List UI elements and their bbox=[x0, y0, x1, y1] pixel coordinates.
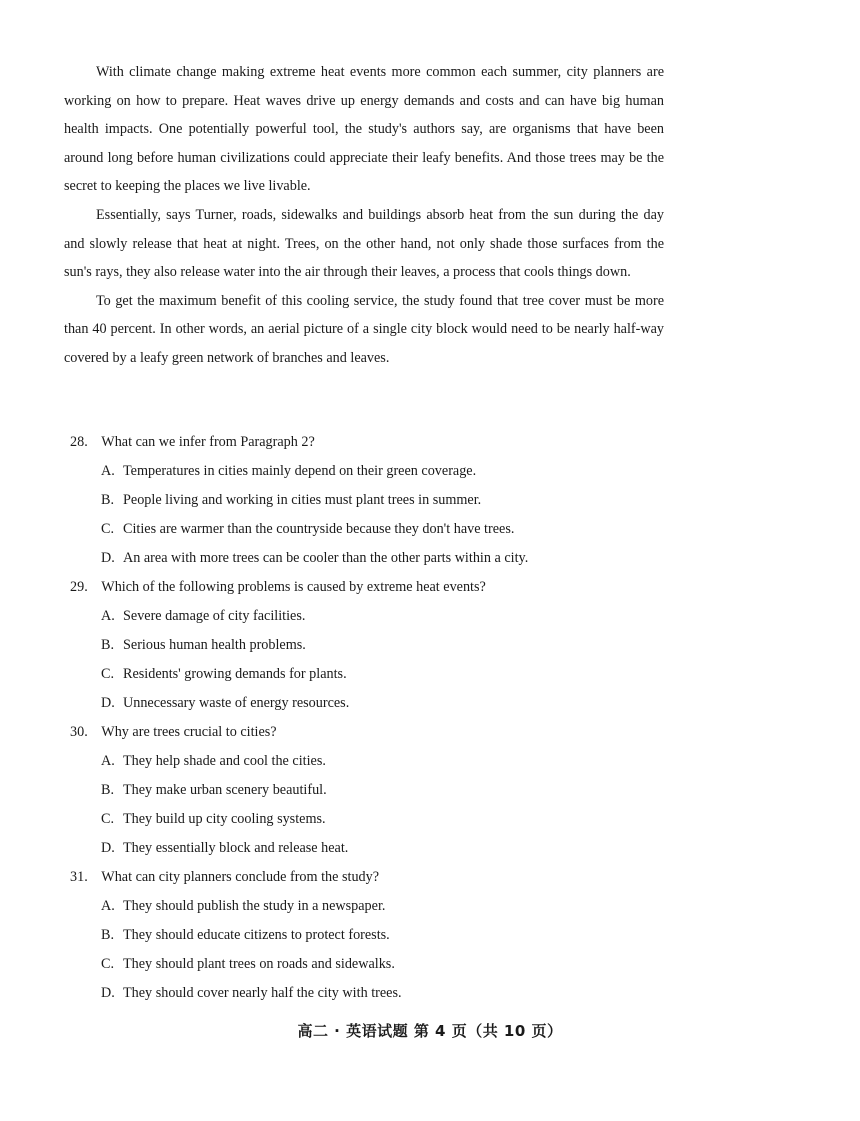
option-letter: D. bbox=[101, 550, 115, 566]
option-letter: A. bbox=[101, 608, 115, 624]
option-letter: B. bbox=[101, 782, 115, 798]
option-letter: D. bbox=[101, 840, 115, 856]
question-list bbox=[70, 428, 630, 1008]
question-28 bbox=[70, 428, 630, 573]
option-d bbox=[70, 544, 630, 573]
option-letter: A. bbox=[101, 463, 115, 479]
option-text: Cities are warmer than the countryside because they don't have trees. bbox=[123, 521, 515, 537]
option-letter: B. bbox=[101, 492, 115, 508]
option-text: Severe damage of city facilities. bbox=[123, 608, 306, 624]
option-letter: C. bbox=[101, 811, 115, 827]
option-letter: A. bbox=[101, 898, 115, 914]
option-text: An area with more trees can be cooler than the other parts within a city. bbox=[123, 550, 529, 566]
page-footer: 高二 · 英语试题 第 4 页（共 10 页） bbox=[297, 1022, 563, 1040]
question-stem bbox=[70, 863, 630, 892]
option-letter: A. bbox=[101, 753, 115, 769]
option-a bbox=[70, 457, 630, 486]
option-text: Unnecessary waste of energy resources. bbox=[123, 695, 350, 711]
option-c bbox=[70, 950, 630, 979]
passage-paragraph-2: Essentially, says Turner, roads, sidewalks and buildings absorb heat from the sun during the day and slowly release that heat at night. Trees, on the other hand, not only shade those surfaces from the sun's rays, they also release water into the air through their leaves, a process that cools things down. bbox=[64, 206, 664, 281]
option-text: Residents' growing demands for plants. bbox=[123, 666, 347, 682]
option-d bbox=[70, 834, 630, 863]
option-text: Serious human health problems. bbox=[123, 637, 306, 653]
option-letter: B. bbox=[101, 637, 115, 653]
question-stem bbox=[70, 718, 630, 747]
option-text: They should plant trees on roads and sidewalks. bbox=[123, 956, 395, 972]
option-letter: D. bbox=[101, 695, 115, 711]
option-text: They build up city cooling systems. bbox=[123, 811, 326, 827]
option-b bbox=[70, 921, 630, 950]
option-letter: C. bbox=[101, 521, 115, 537]
question-30 bbox=[70, 718, 630, 863]
question-29 bbox=[70, 573, 630, 718]
option-b bbox=[70, 631, 630, 660]
question-stem bbox=[70, 428, 630, 457]
passage-paragraph-3: To get the maximum benefit of this cooling service, the study found that tree cover must be more than 40 percent. In other words, an aerial picture of a single city block would need to be nearly half-way covered by a leafy green network of branches and leaves. bbox=[64, 292, 664, 366]
option-text: They should educate citizens to protect forests. bbox=[123, 927, 390, 943]
option-d bbox=[70, 689, 630, 718]
option-letter: C. bbox=[101, 956, 115, 972]
option-text: They help shade and cool the cities. bbox=[123, 753, 326, 769]
option-a bbox=[70, 747, 630, 776]
option-b bbox=[70, 486, 630, 515]
question-text: Why are trees crucial to cities? bbox=[101, 724, 277, 740]
option-c bbox=[70, 515, 630, 544]
option-letter: B. bbox=[101, 927, 115, 943]
passage-paragraph-1: With climate change making extreme heat events more common each summer, city planners are working on how to prepare. Heat waves drive up energy demands and costs and can have big human health impacts. One potentially powerful tool, the study's authors say, are organisms that have been around long before human civilizations could appreciate their leafy benefits. And those trees may be the secret to keeping the places we live livable. bbox=[64, 64, 664, 195]
question-number: 31. bbox=[70, 869, 88, 885]
option-text: They should publish the study in a newspaper. bbox=[123, 898, 386, 914]
option-text: They make urban scenery beautiful. bbox=[123, 782, 327, 798]
option-letter: C. bbox=[101, 666, 115, 682]
question-text: What can city planners conclude from the study? bbox=[101, 869, 380, 885]
option-letter: D. bbox=[101, 985, 115, 1001]
option-text: People living and working in cities must plant trees in summer. bbox=[123, 492, 482, 508]
question-number: 29. bbox=[70, 579, 88, 595]
question-text: What can we infer from Paragraph 2? bbox=[101, 434, 315, 450]
question-text: Which of the following problems is caused by extreme heat events? bbox=[101, 579, 486, 595]
question-number: 28. bbox=[70, 434, 88, 450]
option-a bbox=[70, 892, 630, 921]
option-b bbox=[70, 776, 630, 805]
question-stem bbox=[70, 573, 630, 602]
reading-passage bbox=[64, 58, 664, 373]
option-text: Temperatures in cities mainly depend on their green coverage. bbox=[123, 463, 477, 479]
option-text: They should cover nearly half the city with trees. bbox=[123, 985, 402, 1001]
question-number: 30. bbox=[70, 724, 88, 740]
option-c bbox=[70, 660, 630, 689]
option-a bbox=[70, 602, 630, 631]
question-31 bbox=[70, 863, 630, 1008]
option-d bbox=[70, 979, 630, 1008]
option-text: They essentially block and release heat. bbox=[123, 840, 349, 856]
option-c bbox=[70, 805, 630, 834]
